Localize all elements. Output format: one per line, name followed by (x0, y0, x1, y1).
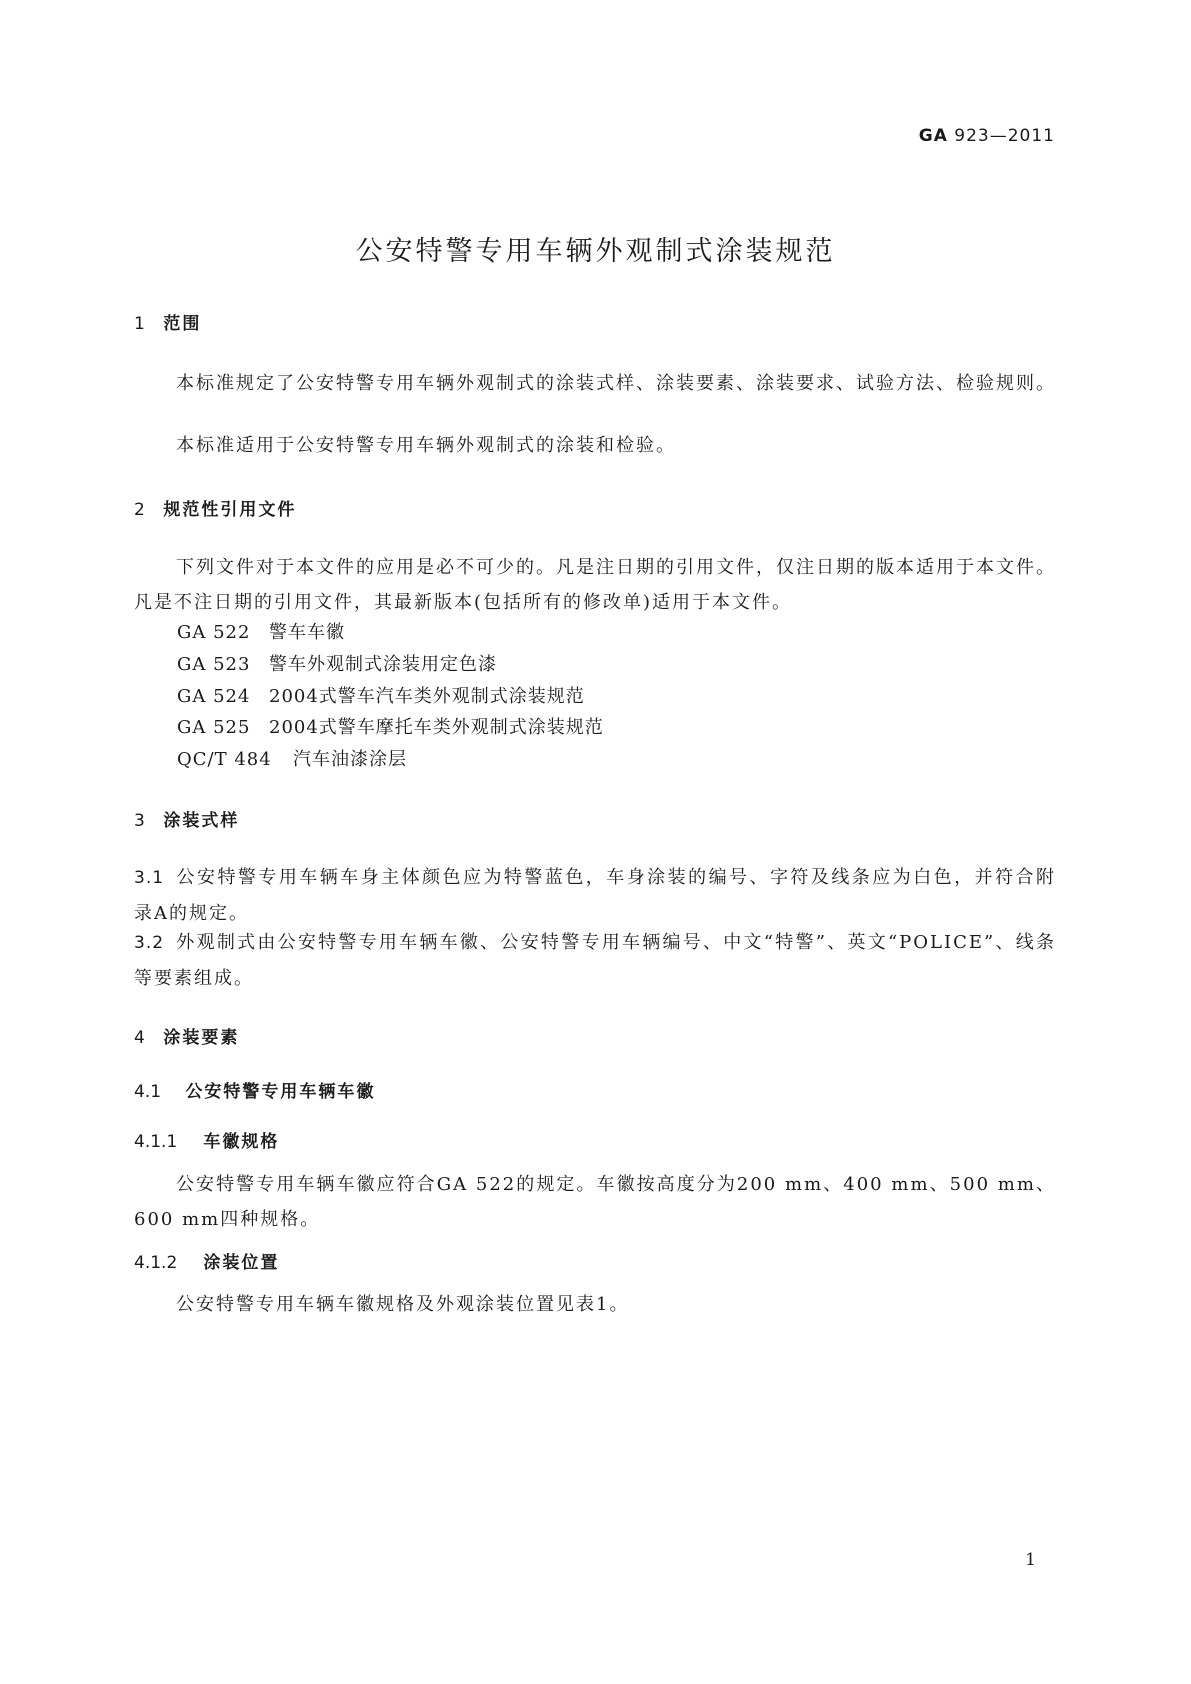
subsection-number: 4.1.1 (134, 1132, 178, 1152)
reference-title: 警车车徽 (269, 622, 345, 643)
section-2-paragraph: 下列文件对于本文件的应用是必不可少的。凡是注日期的引用文件，仅注日期的版本适用于本文件。凡是不注日期的引用文件，其最新版本(包括所有的修改单)适用于本文件。 (134, 557, 1056, 613)
reference-item (177, 650, 497, 676)
section-number: 2 (134, 500, 145, 520)
section-title: 涂装要素 (163, 1028, 240, 1048)
standard-prefix: GA (918, 126, 948, 146)
reference-code: GA 525 (177, 717, 251, 738)
document-title: 公安特警专用车辆外观制式涂装规范 (355, 236, 836, 267)
reference-title: 汽车油漆涂层 (293, 749, 407, 770)
reference-title: 警车外观制式涂装用定色漆 (269, 654, 497, 675)
subsection-4-1-1-heading (134, 1127, 279, 1152)
reference-item (177, 713, 604, 739)
section-1-paragraph-2: 本标准适用于公安特警专用车辆外观制式的涂装和检验。 (176, 435, 676, 456)
subsection-4-1-heading (134, 1077, 375, 1102)
clause-number: 3.2 (134, 933, 165, 953)
section-1-paragraph-1: 本标准规定了公安特警专用车辆外观制式的涂装式样、涂装要素、涂装要求、试验方法、检验规则。 (176, 373, 1056, 394)
standard-number: 923—2011 (954, 126, 1055, 146)
reference-code: GA 524 (177, 686, 251, 707)
section-number: 3 (134, 811, 145, 831)
section-2-heading (134, 495, 296, 520)
reference-code: GA 522 (177, 622, 251, 643)
clause-3-2 (134, 925, 1056, 996)
section-title: 涂装式样 (163, 811, 240, 831)
reference-title: 2004式警车汽车类外观制式涂装规范 (269, 686, 585, 707)
page-number: 1 (1025, 1550, 1036, 1570)
section-title: 范围 (163, 314, 202, 334)
section-3-heading (134, 806, 239, 831)
subsection-title: 车徽规格 (203, 1132, 280, 1152)
subsection-4-1-2-heading (134, 1248, 279, 1273)
subsection-title: 涂装位置 (203, 1253, 280, 1273)
clause-text: 公安特警专用车辆车身主体颜色应为特警蓝色，车身涂装的编号、字符及线条应为白色，并符合附录A的规定。 (134, 867, 1056, 924)
section-title: 规范性引用文件 (163, 500, 297, 520)
subsection-4-1-2-paragraph: 公安特警专用车辆车徽规格及外观涂装位置见表1。 (176, 1294, 630, 1315)
reference-code: QC/T 484 (177, 749, 272, 770)
section-number: 1 (134, 314, 145, 334)
standard-code (919, 126, 1055, 146)
reference-item (177, 745, 407, 771)
section-1-heading (134, 309, 201, 334)
section-4-heading (134, 1023, 239, 1048)
subsection-title: 公安特警专用车辆车徽 (185, 1082, 376, 1102)
reference-item (177, 618, 345, 644)
clause-3-1 (134, 860, 1056, 931)
subsection-number: 4.1.2 (134, 1253, 178, 1273)
reference-item (177, 682, 585, 708)
section-number: 4 (134, 1028, 145, 1048)
clause-text: 外观制式由公安特警专用车辆车徽、公安特警专用车辆编号、中文“特警”、英文“POLICE”、线条等要素组成。 (134, 932, 1056, 989)
reference-code: GA 523 (177, 654, 251, 675)
reference-title: 2004式警车摩托车类外观制式涂装规范 (269, 717, 604, 738)
clause-number: 3.1 (134, 868, 165, 888)
subsection-4-1-1-paragraph: 公安特警专用车辆车徽应符合GA 522的规定。车徽按高度分为200 mm、400 mm、500 mm、600 mm四种规格。 (134, 1174, 1056, 1230)
subsection-number: 4.1 (134, 1082, 162, 1102)
